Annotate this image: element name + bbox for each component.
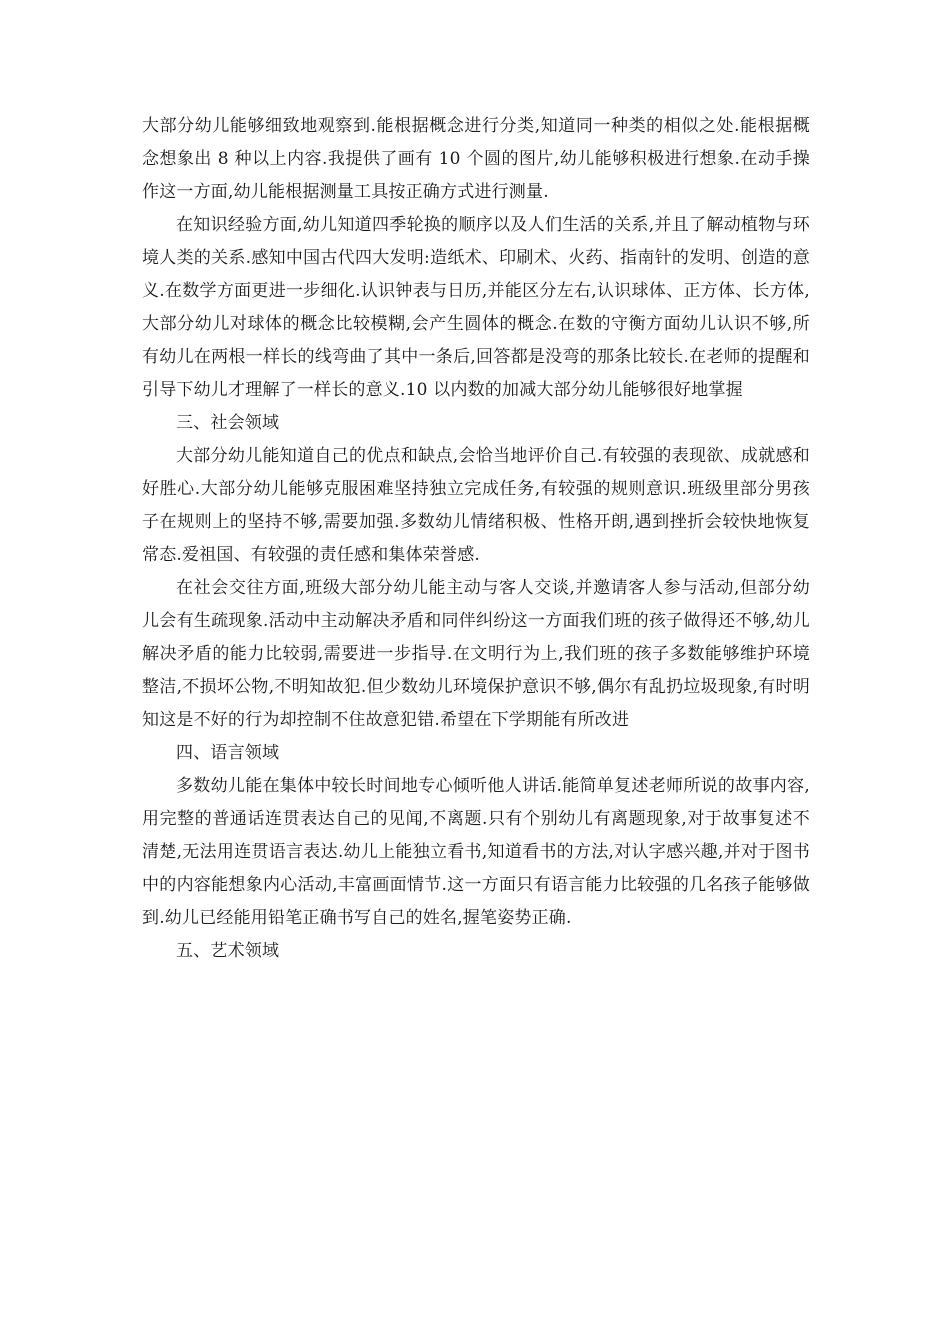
paragraph-social-self: 大部分幼儿能知道自己的优点和缺点,会恰当地评价自己.有较强的表现欲、成就感和好胜心.大部分幼儿能够克服困难坚持独立完成任务,有较强的规则意识.班级里部分男孩子在规则上的坚持不够,需要加强.多数幼儿情绪积极、性格开朗,遇到挫折会较快地恢复常态.爱祖国、有较强的责任感和集体荣誉感. xyxy=(142,446,810,565)
paragraph-observation: 大部分幼儿能够细致地观察到.能根据概念进行分类,知道同一种类的相似之处.能根据概念想象出 8 种以上内容.我提供了画有 10 个圆的图片,幼儿能够积极进行想象.在动手操作这一方面,幼儿能根据测量工具按正确方式进行测量. xyxy=(142,116,810,202)
paragraph-knowledge-experience: 在知识经验方面,幼儿知道四季轮换的顺序以及人们生活的关系,并且了解动植物与环境人类的关系.感知中国古代四大发明:造纸术、印刷术、火药、指南针的发明、创造的意义.在数学方面更进一步细化.认识钟表与日历,并能区分左右,认识球体、正方体、长方体,大部分幼儿对球体的概念比较模糊,会产生圆体的概念.在数的守衡方面幼儿认识不够,所有幼儿在两根一样长的线弯曲了其中一条后,回答都是没弯的那条比较长.在老师的提醒和引导下幼儿才理解了一样长的意义.10 以内数的加减大部分幼儿能够很好地掌握 xyxy=(142,215,810,400)
document-page xyxy=(142,110,810,968)
section-heading-language: 四、语言领域 xyxy=(176,743,280,763)
paragraph-social-interaction: 在社会交往方面,班级大部分幼儿能主动与客人交谈,并邀请客人参与活动,但部分幼儿会有生疏现象.活动中主动解决矛盾和同伴纠纷这一方面我们班的孩子做得还不够,幼儿解决矛盾的能力比较弱,需要进一步指导.在文明行为上,我们班的孩子多数能够维护环境整洁,不损坏公物,不明知故犯.但少数幼儿环境保护意识不够,偶尔有乱扔垃圾现象,有时明知这是不好的行为却控制不住故意犯错.希望在下学期能有所改进 xyxy=(142,578,810,730)
section-heading-social: 三、社会领域 xyxy=(176,413,280,433)
paragraph-language: 多数幼儿能在集体中较长时间地专心倾听他人讲话.能简单复述老师所说的故事内容,用完整的普通话连贯表达自己的见闻,不离题.只有个别幼儿有离题现象,对于故事复述不清楚,无法用连贯语言表达.幼儿上能独立看书,知道看书的方法,对认字感兴趣,并对于图书中的内容能想象内心活动,丰富画面情节.这一方面只有语言能力比较强的几名孩子能够做到.幼儿已经能用铅笔正确书写自己的姓名,握笔姿势正确. xyxy=(142,776,810,928)
section-heading-art: 五、艺术领域 xyxy=(176,941,280,961)
